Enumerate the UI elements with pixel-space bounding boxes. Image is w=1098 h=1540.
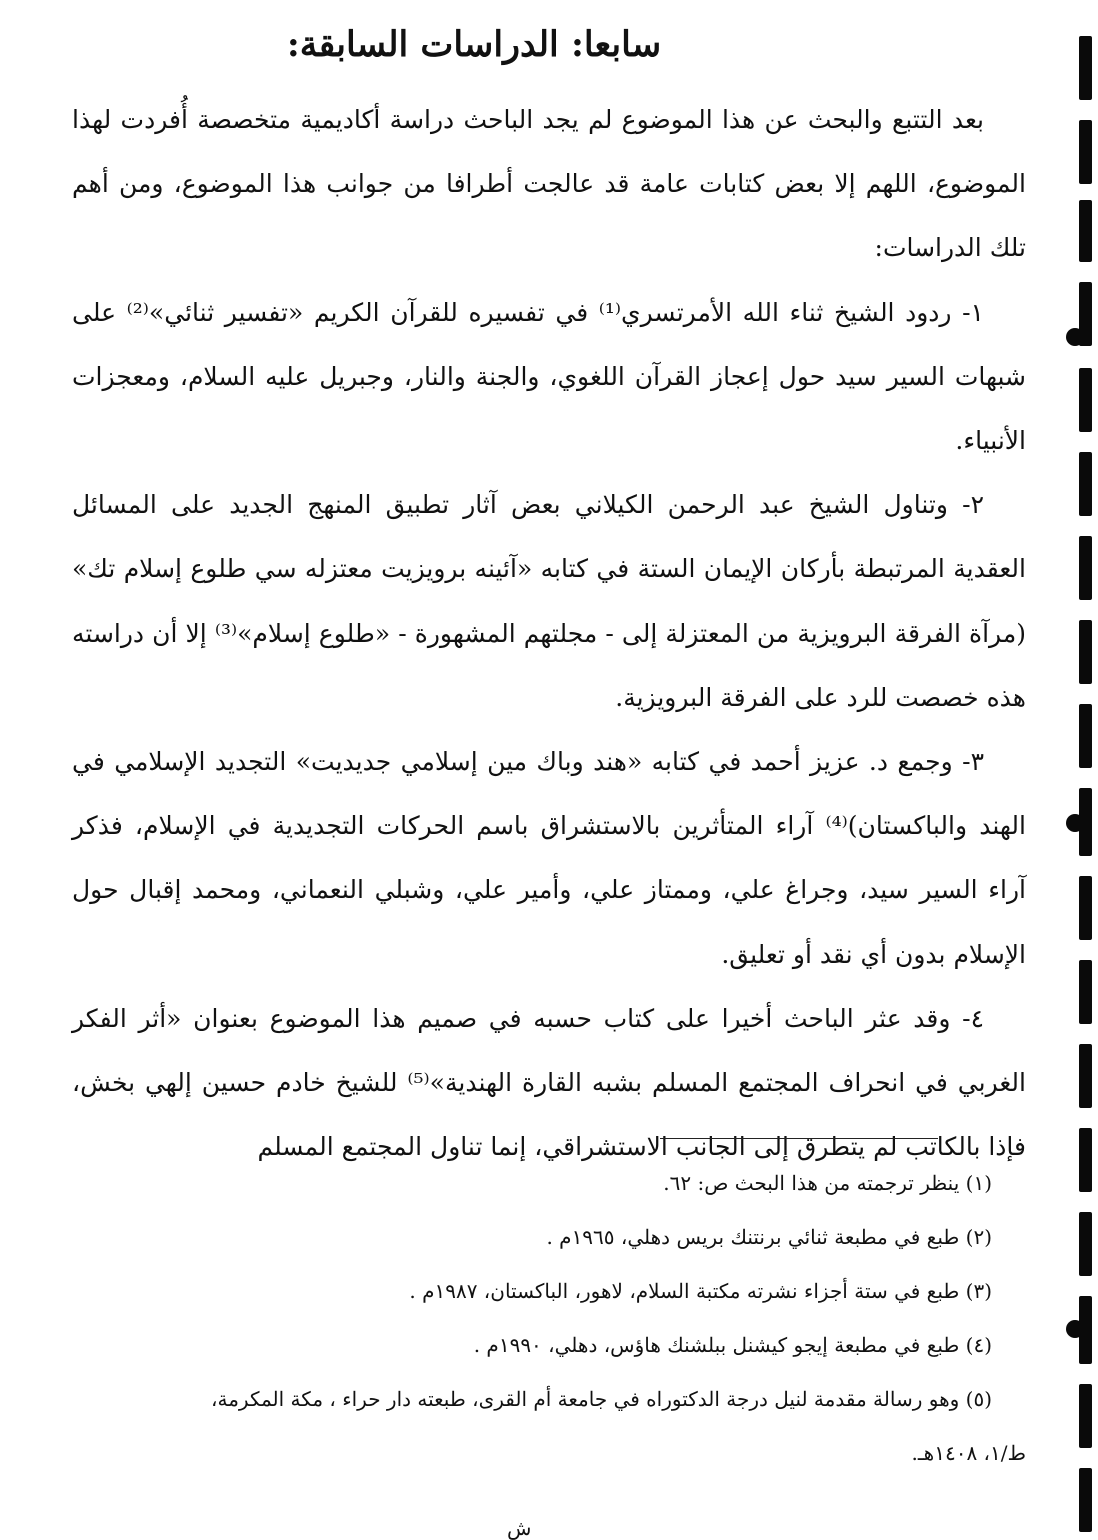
binding-bar [1079, 960, 1092, 1024]
binding-bar [1079, 1128, 1092, 1192]
paragraph-study-1: ١- ردود الشيخ ثناء الله الأمرتسري⁽¹⁾ في تفسيره للقرآن الكريم «تفسير ثنائي»⁽²⁾ على شبهات السير سيد حول إعجاز القرآن اللغوي، والجنة والنار، وجبريل عليه السلام، ومعجزات الأنبياء. [72, 297, 1026, 456]
binding-bar [1079, 368, 1092, 432]
footnote-1: (١) ينظر ترجمته من هذا البحث ص: ٦٢. [663, 1171, 992, 1195]
page-number: ش [507, 1516, 532, 1540]
binding-bar [1079, 876, 1092, 940]
paragraph-study-4: ٤- وقد عثر الباحث أخيرا على كتاب حسبه في صميم هذا الموضوع بعنوان «أثر الفكر الغربي في انحراف المجتمع المسلم بشبه القارة الهندية»⁽⁵⁾ للشيخ خادم حسين إلهي بخش، فإذا بالكاتب لم يتطرق إلى الجانب الاستشراقي، إنما تناول المجتمع المسلم [72, 1003, 1026, 1162]
binding-bar [1079, 1212, 1092, 1276]
footnote-5: (٥) وهو رسالة مقدمة لنيل درجة الدكتوراه في جامعة أم القرى، طبعته دار حراء ، مكة المكرمة، [211, 1387, 992, 1411]
paragraph-study-3: ٣- وجمع د. عزيز أحمد في كتابه «هند وباك مين إسلامي جديديت» التجديد الإسلامي في الهند والباكستان)⁽⁴⁾ آراء المتأثرين بالاستشراق باسم الحركات التجديدية في الإسلام، فذكر آراء السير سيد، وجراغ علي، وممتاز علي، وأمير علي، وشبلي النعماني، ومحمد إقبال حول الإسلام بدون أي نقد أو تعليق. [72, 747, 1026, 969]
binding-dot [1066, 1320, 1084, 1338]
binding-bar [1079, 1468, 1092, 1532]
binding-bar [1079, 1384, 1092, 1448]
footnotes [72, 1156, 1026, 1480]
footnote-2: (٢) طبع في مطبعة ثنائي برنتنك بريس دهلي، ١٩٦٥م . [546, 1225, 992, 1249]
binding-bar [1079, 120, 1092, 184]
binding-bar [1079, 1044, 1092, 1108]
document-page [72, 0, 1026, 1538]
body-text [72, 88, 1026, 1179]
paragraph-intro: بعد التتبع والبحث عن هذا الموضوع لم يجد الباحث دراسة أكاديمية متخصصة أُفردت لهذا الموضوع، اللهم إلا بعض كتابات عامة قد عالجت أطرافا من جوانب هذا الموضوع، ومن أهم تلك الدراسات: [72, 105, 1026, 263]
binding-bar [1079, 536, 1092, 600]
binding-holes [1064, 0, 1098, 1538]
binding-bar [1079, 200, 1092, 262]
binding-dot [1066, 814, 1084, 832]
binding-bar [1079, 704, 1092, 768]
section-title: سابعا: الدراسات السابقة: [286, 24, 662, 65]
binding-dot [1066, 328, 1084, 346]
footnote-4: (٤) طبع في مطبعة إيجو كيشنل ببلشنك هاؤس، دهلي، ١٩٩٠م . [473, 1333, 992, 1357]
paragraph-study-2: ٢- وتناول الشيخ عبد الرحمن الكيلاني بعض آثار تطبيق المنهج الجديد على المسائل العقدية المرتبطة بأركان الإيمان الستة في كتابه «آئينه برويزيت معتزله سي طلوع إسلام تك» (مرآة الفرقة البرويزية من المعتزلة إلى - مجلتهم المشهورة - «طلوع إسلام»⁽³⁾ إلا أن دراسته هذه خصصت للرد على الفرقة البرويزية. [72, 490, 1026, 712]
binding-bar [1079, 620, 1092, 684]
binding-bar [1079, 36, 1092, 100]
footnote-5-continued: ط/١، ١٤٠٨هـ. [911, 1441, 1026, 1465]
binding-bar [1079, 452, 1092, 516]
footnote-3: (٣) طبع في ستة أجزاء نشرته مكتبة السلام، لاهور، الباكستان، ١٩٨٧م . [409, 1279, 992, 1303]
footnote-separator [660, 1138, 938, 1139]
